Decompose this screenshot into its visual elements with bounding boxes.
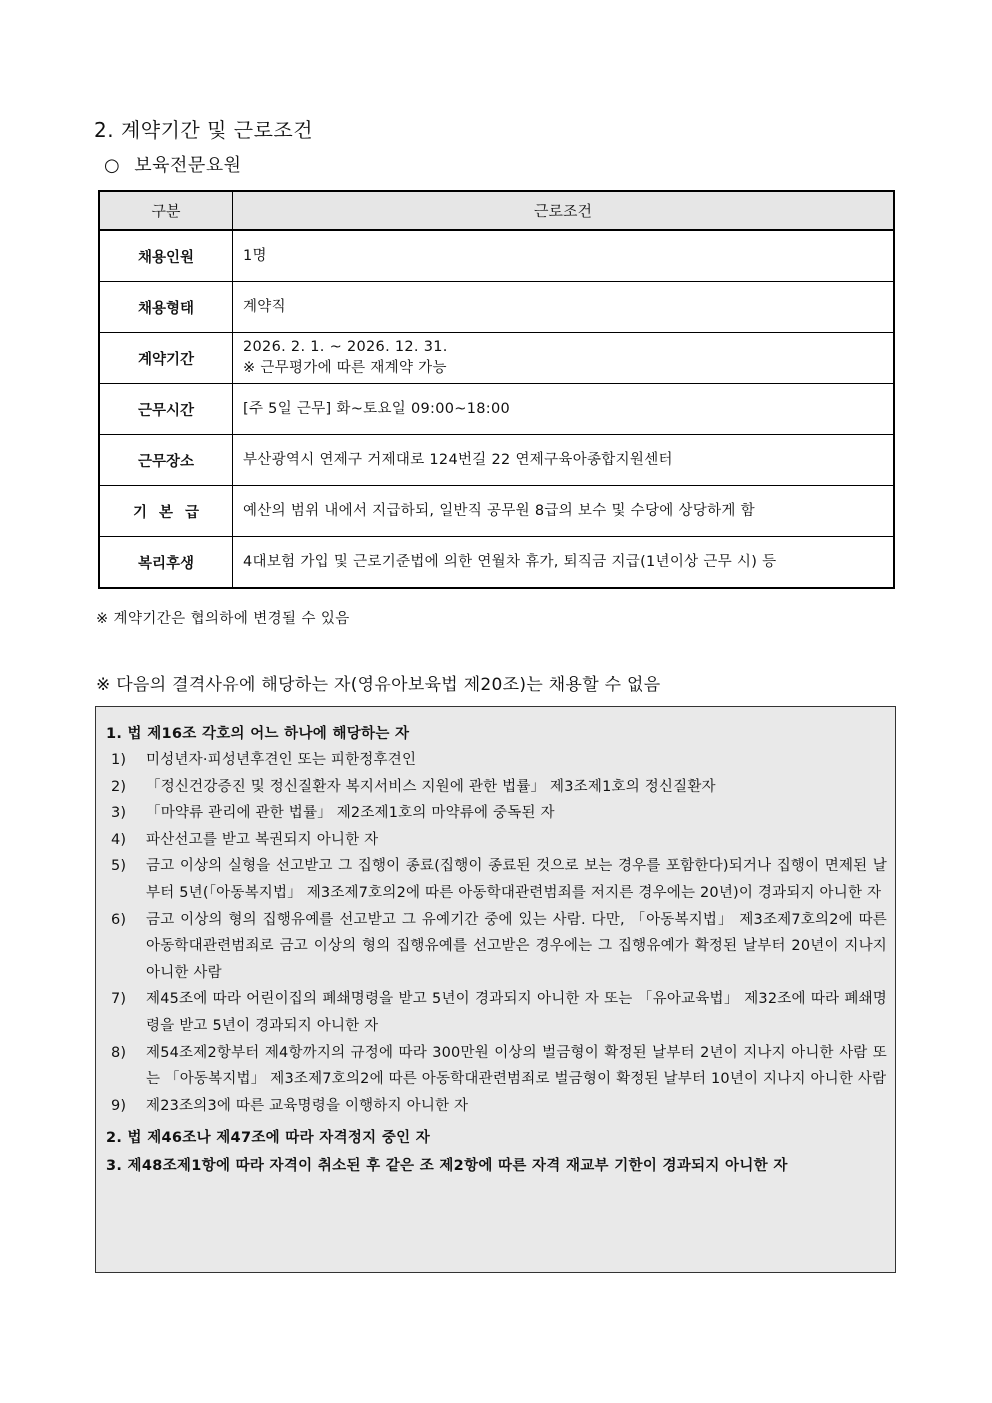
disqualification-heading: 2. 법 제46조나 제47조에 따라 자격정지 중인 자 (106, 1130, 431, 1147)
disqualification-heading: 1. 법 제16조 각호의 어느 하나에 해당하는 자 (106, 726, 410, 742)
list-item (106, 800, 887, 827)
list-item-number: 4) (111, 831, 127, 848)
disqualification-note: ※ 다음의 결격사유에 해당하는 자(영유아보육법 제20조)는 채용할 수 없음 (96, 675, 661, 695)
list-item-text: 제23조의3에 따른 교육명령을 이행하지 아니한 자 (146, 1097, 469, 1114)
list-item (106, 827, 887, 854)
row-value (233, 435, 895, 486)
table-row (99, 230, 894, 282)
list-item-text: 제45조에 따라 어린이집의 폐쇄명령을 받고 5년이 경과되지 아니한 자 또는 「유아교육법」 제32조에 따라 폐쇄명령을 받고 5년이 경과되지 아니한 자 (146, 991, 887, 1034)
table-row (99, 282, 894, 333)
row-value (233, 384, 895, 435)
header-conditions: 근로조건 (233, 191, 895, 230)
working-conditions-table (98, 190, 895, 589)
row-value (233, 282, 895, 333)
table-header-row (99, 191, 894, 230)
list-item (106, 986, 887, 1039)
subsection-title-text: 보육전문요원 (134, 155, 242, 176)
row-label: 채용형태 (99, 282, 233, 333)
row-value-note: ※ 근무평가에 따른 재계약 가능 (243, 360, 447, 376)
row-value-line: 2026. 2. 1. ~ 2026. 12. 31. (243, 339, 448, 355)
disqualification-sublist (106, 747, 887, 1119)
header-category: 구분 (99, 191, 233, 230)
list-item-number: 1) (111, 752, 127, 768)
list-item (106, 774, 887, 801)
subsection-title (104, 151, 242, 177)
table-row (99, 435, 894, 486)
list-item-number: 2) (111, 778, 127, 795)
row-value-line: 1명 (243, 247, 267, 264)
disqualification-box (95, 706, 896, 1273)
list-item-text: 제54조제2항부터 제4항까지의 규정에 따라 300만원 이상의 벌금형이 확정된 날부터 2년이 지나지 아니한 사람 또는 「아동복지법」 제3조제7호의2에 따른 아동학대관련범죄로 벌금형이 확정된 날부터 10년이 지나지 아니한 사람 (146, 1044, 887, 1088)
list-item-number: 9) (111, 1097, 127, 1114)
list-item-text: 금고 이상의 형의 집행유예를 선고받고 그 유예기간 중에 있는 사람. 다만, 「아동복지법」 제3조제7호의2에 따른 아동학대관련범죄로 금고 이상의 형의 집행유예를 선고받은 경우에는 그 집행유예가 확정된 날부터 20년이 지나지 아니한 사람 (146, 911, 887, 981)
table-row (99, 486, 894, 537)
list-item-number: 5) (111, 858, 127, 875)
row-value (233, 230, 895, 282)
list-item (106, 1040, 887, 1093)
row-label: 복리후생 (99, 537, 233, 589)
row-label: 근무시간 (99, 384, 233, 435)
row-value-line: [주 5일 근무] 화~토요일 09:00~18:00 (243, 400, 511, 417)
row-label: 채용인원 (99, 230, 233, 282)
list-item (106, 907, 887, 987)
row-label: 근무장소 (99, 435, 233, 486)
circle-bullet-icon: ○ (104, 155, 121, 176)
list-item-text: 미성년자·피성년후견인 또는 피한정후견인 (146, 752, 417, 768)
row-value-line: 계약직 (243, 298, 286, 315)
row-label-text: 기본급 (132, 504, 212, 521)
row-value (233, 486, 895, 537)
table-row (99, 333, 894, 384)
table-row (99, 537, 894, 589)
row-value (233, 333, 895, 384)
list-item-text: 「정신건강증진 및 정신질환자 복지서비스 지원에 관한 법률」 제3조제1호의 정신질환자 (146, 778, 716, 795)
list-item-text: 금고 이상의 실형을 선고받고 그 집행이 종료(집행이 종료된 것으로 보는 경우를 포함한다)되거나 집행이 면제된 날부터 5년(「아동복지법」 제3조제7호의2에 따른 아동학대관련범죄를 저지른 경우에는 20년)이 경과되지 아니한 자 (146, 858, 887, 901)
row-label: 계약기간 (99, 333, 233, 384)
row-value-line: 4대보험 가입 및 근로기준법에 의한 연월차 휴가, 퇴직금 지급(1년이상 근무 시) 등 (243, 553, 777, 570)
list-item (106, 747, 887, 774)
list-item (106, 853, 887, 906)
section-title: 2. 계약기간 및 근로조건 (94, 118, 314, 142)
list-item-number: 8) (111, 1044, 127, 1061)
disqualification-heading: 3. 제48조제1항에 따라 자격이 취소된 후 같은 조 제2항에 따른 자격 재교부 기한이 경과되지 아니한 자 (106, 1158, 788, 1175)
list-item-number: 6) (111, 911, 127, 928)
list-item (106, 1093, 887, 1120)
contract-period-note: ※ 계약기간은 협의하에 변경될 수 있음 (96, 611, 350, 627)
list-item-number: 3) (111, 805, 127, 822)
table-row (99, 384, 894, 435)
list-item-text: 「마약류 관리에 관한 법률」 제2조제1호의 마약류에 중독된 자 (146, 805, 555, 822)
list-item-text: 파산선고를 받고 복권되지 아니한 자 (146, 831, 379, 848)
row-value (233, 537, 895, 589)
row-value-line: 부산광역시 연제구 거제대로 124번길 22 연제구육아종합지원센터 (243, 451, 673, 468)
row-value-line: 예산의 범위 내에서 지급하되, 일반직 공무원 8급의 보수 및 수당에 상당하게 함 (243, 502, 755, 519)
row-label (99, 486, 233, 537)
list-item-number: 7) (111, 991, 127, 1008)
